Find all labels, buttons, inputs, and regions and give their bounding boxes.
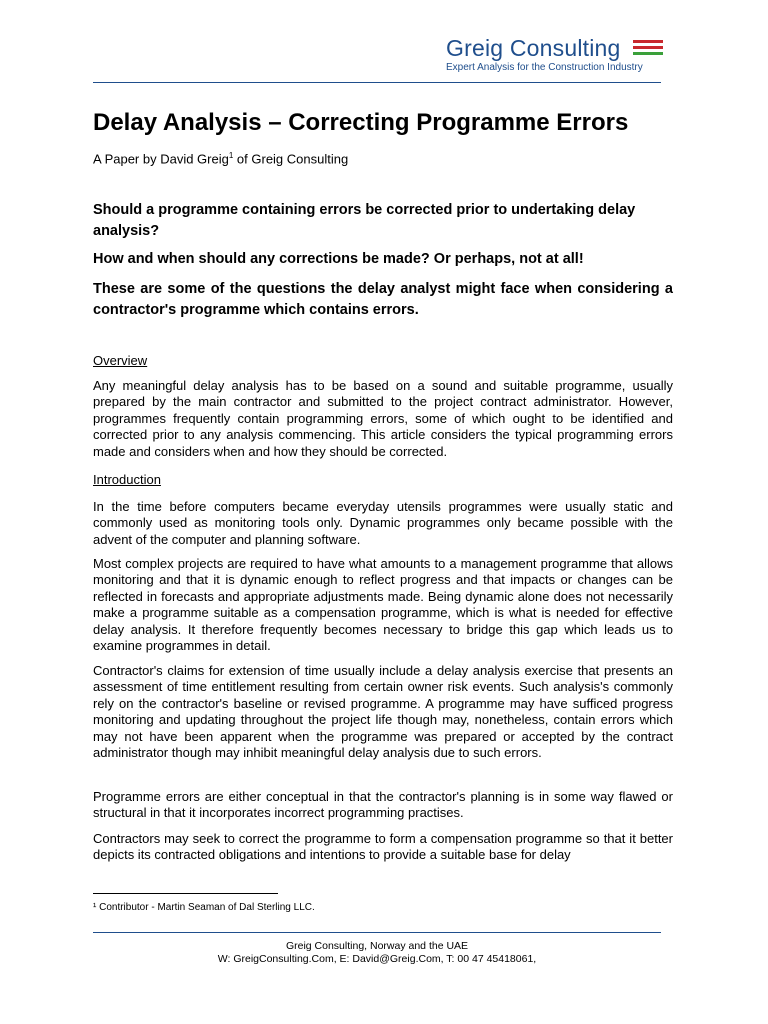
intro-paragraph-4: Programme errors are either conceptual in that the contractor's planning is in some way flawed or structural in that it incorporates incorrect programming practises. bbox=[93, 789, 673, 821]
footnote-divider bbox=[93, 893, 278, 894]
logo-tagline: Expert Analysis for the Construction Industry bbox=[446, 62, 643, 73]
byline-author: A Paper by David Greig bbox=[93, 151, 229, 167]
lead-question-2: How and when should any corrections be made? Or perhaps, not at all! bbox=[93, 251, 584, 267]
intro-paragraph-1: In the time before computers became everyday utensils programmes were usually static and commonly used as monitoring tools only. Dynamic programmes only became possible with the advent of the computer and planning software. bbox=[93, 499, 673, 547]
logo-stripes-icon bbox=[633, 40, 663, 58]
intro-paragraph-2: Most complex projects are required to have what amounts to a management programme that allows monitoring and that it is dynamic enough to reflect progress and that impacts or changes can be reflected in forecasts and appropriate adjustments made. Being dynamic alone does not necessarily make a programme suitable as a compensation programme, which is what is needed for effective delay analysis. It therefore frequently becomes necessary to bridge this gap which leads us to examine programmes in detail. bbox=[93, 556, 673, 654]
logo-name: Greig Consulting bbox=[446, 35, 621, 61]
logo-stripe-red-2 bbox=[633, 46, 663, 49]
lead-question-1: Should a programme containing errors be corrected prior to undertaking delay analysis? bbox=[93, 202, 636, 239]
page-footer bbox=[93, 940, 661, 966]
footnote-mark: 1 bbox=[228, 151, 234, 160]
byline-affiliation: of Greig Consulting bbox=[233, 151, 349, 167]
introduction-heading: Introduction bbox=[93, 472, 161, 487]
lead-question-3: These are some of the questions the delay analyst might face when considering a contractor's programme which contains errors. bbox=[93, 281, 673, 318]
intro-paragraph-5: Contractors may seek to correct the programme to form a compensation programme so that it better depicts its contracted obligations and intentions to provide a suitable base for delay bbox=[93, 831, 673, 863]
footer-divider bbox=[93, 932, 661, 933]
footnote: ¹ Contributor - Martin Seaman of Dal Sterling LLC. bbox=[93, 902, 315, 913]
footer-line-1: Greig Consulting, Norway and the UAE bbox=[285, 940, 469, 952]
page-title: Delay Analysis – Correcting Programme Errors bbox=[93, 109, 629, 136]
overview-heading: Overview bbox=[93, 353, 148, 368]
intro-paragraph-3: Contractor's claims for extension of time usually include a delay analysis exercise that presents an assessment of time entitlement resulting from certain owner risk events. Such analysis's commonly rely on the contractor's baseline or revised programme. A programme may have sufficed progress monitoring and updating throughout the project life though may, nonetheless, contain errors which may not have been apparent when the programme was prepared or accepted by the contract administrator though may inhibit meaningful delay analysis due to such errors. bbox=[93, 663, 673, 761]
company-logo bbox=[446, 34, 666, 74]
logo-stripe-green bbox=[633, 52, 663, 55]
footer-line-2: W: GreigConsulting.Com, E: David@Greig.Com, T: 00 47 45418061, bbox=[217, 953, 537, 965]
overview-paragraph: Any meaningful delay analysis has to be based on a sound and suitable programme, usually prepared by the main contractor and submitted to the project contract administrator. However, programmes frequently contain programming errors, some of which ought to be identified and corrected prior to any analysis commencing. This article considers the typical programming errors made and considers when and how they should be corrected. bbox=[93, 378, 673, 459]
logo-stripe-red bbox=[633, 40, 663, 43]
byline bbox=[93, 148, 348, 167]
header-divider bbox=[93, 82, 661, 83]
